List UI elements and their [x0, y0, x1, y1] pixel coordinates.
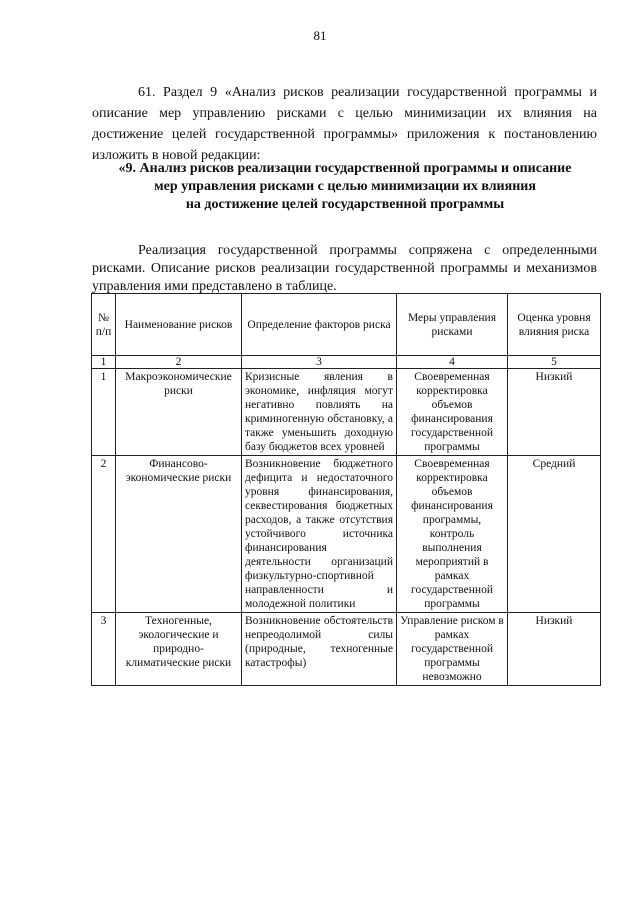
- risk-factors: Кризисные явления в экономике, инфляция могут негативно повлиять на криминогенную обстановку, а также уменьшить доходную базу бюджетов всех уровней: [242, 369, 397, 456]
- header-impact-level: Оценка уровня влияния риска: [508, 294, 601, 356]
- column-number: 2: [116, 356, 242, 369]
- risk-name: Финансово-экономические риски: [116, 456, 242, 613]
- impact-level: Низкий: [508, 369, 601, 456]
- impact-level: Средний: [508, 456, 601, 613]
- risk-factors: Возникновение бюджетного дефицита и недостаточного уровня финансирования, секвестирования бюджетных расходов, а также отсутствия устойчивого источника финансирования деятельности организаций физкультурно-спортивной направленности и молодежной политики: [242, 456, 397, 613]
- column-number: 5: [508, 356, 601, 369]
- risk-name: Техногенные, экологические и природно-климатические риски: [116, 613, 242, 686]
- risk-factors: Возникновение обстоятельств непреодолимой силы (природные, техногенные катастрофы): [242, 613, 397, 686]
- table-row: [92, 613, 601, 686]
- column-number: 3: [242, 356, 397, 369]
- section-heading-line-2: мер управления рисками с целью минимизации их влияния: [154, 179, 536, 194]
- page-number: 81: [313, 28, 327, 43]
- section-heading: [90, 160, 600, 214]
- risk-table: [91, 293, 601, 686]
- column-number: 1: [92, 356, 116, 369]
- table-header-row: [92, 294, 601, 356]
- row-num: 1: [92, 369, 116, 456]
- risk-measures: Управление риском в рамках государственной программы невозможно: [397, 613, 508, 686]
- header-risk-name: Наименование рисков: [116, 294, 242, 356]
- row-num: 2: [92, 456, 116, 613]
- lead-paragraph: Реализация государственной программы сопряжена с определенными рисками. Описание рисков реализации государственной программы и механизмов управления ими представлено в таблице.: [92, 243, 597, 294]
- column-number-row: [92, 356, 601, 369]
- risk-measures: Своевременная корректировка объемов финансирования программы, контроль выполнения мероприятий в рамках государственной программы: [397, 456, 508, 613]
- row-num: 3: [92, 613, 116, 686]
- header-risk-measures: Меры управления рисками: [397, 294, 508, 356]
- section-heading-line-1: «9. Анализ рисков реализации государственной программы и описание: [118, 161, 572, 176]
- table-row: [92, 456, 601, 613]
- column-number: 4: [397, 356, 508, 369]
- header-num: № п/п: [92, 294, 116, 356]
- table-row: [92, 369, 601, 456]
- section-heading-line-3: на достижение целей государственной программы: [185, 197, 505, 212]
- risk-measures: Своевременная корректировка объемов финансирования государственной программы: [397, 369, 508, 456]
- intro-paragraph: 61. Раздел 9 «Анализ рисков реализации государственной программы и описание мер управлению рисками с целью минимизации их влияния на достижение целей государственной программы» приложения к постановлению изложить в новой редакции:: [92, 85, 597, 163]
- impact-level: Низкий: [508, 613, 601, 686]
- risk-name: Макроэкономические риски: [116, 369, 242, 456]
- header-risk-factors: Определение факторов риска: [242, 294, 397, 356]
